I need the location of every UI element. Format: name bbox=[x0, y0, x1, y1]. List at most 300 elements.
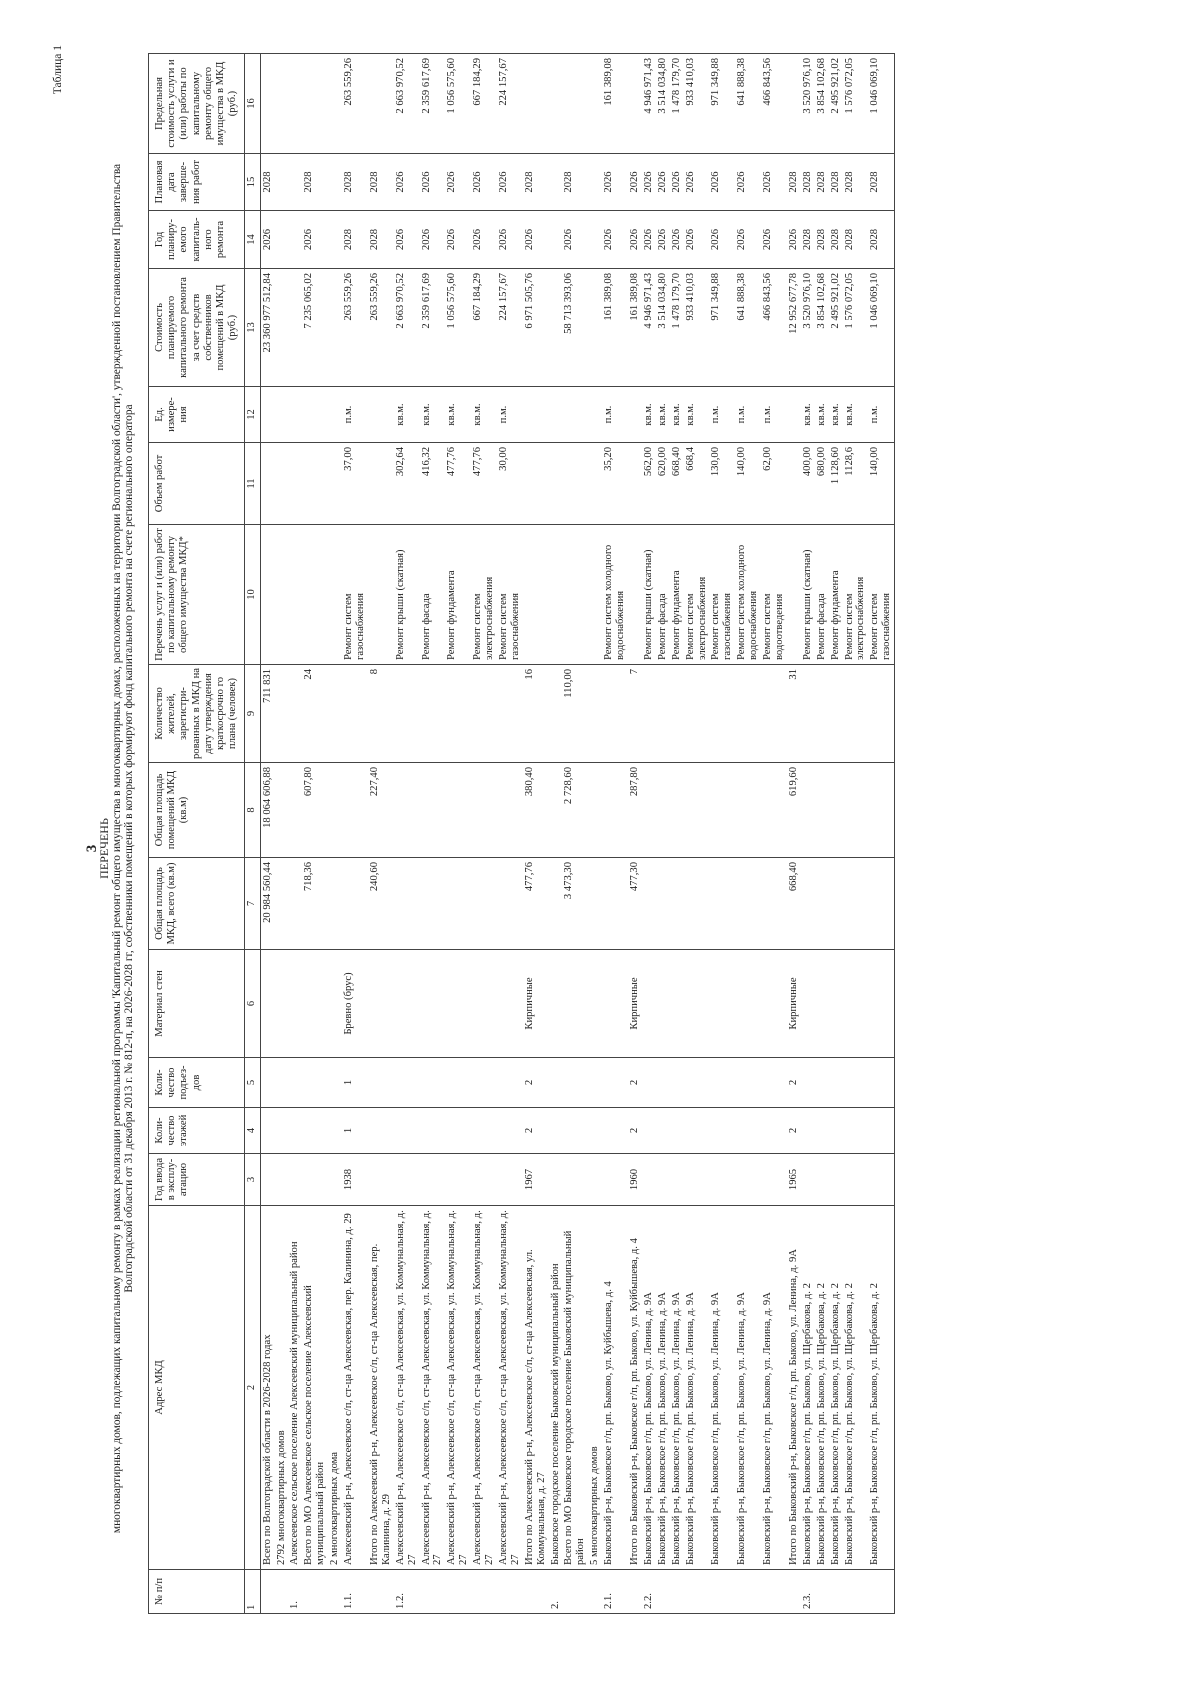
header-cell: Год ввода в эксплу- атацию bbox=[149, 1154, 245, 1206]
unit-cell bbox=[368, 387, 394, 443]
floors-cell bbox=[588, 1108, 602, 1154]
end-date-cell: 2028 bbox=[787, 154, 801, 211]
table-row bbox=[628, 54, 642, 1614]
entrances-cell bbox=[471, 1058, 497, 1108]
repair-year-cell: 2026 bbox=[302, 211, 328, 269]
row-number bbox=[787, 1570, 801, 1614]
entrances-cell bbox=[801, 1058, 815, 1108]
year-built-cell bbox=[709, 1154, 735, 1206]
total-area-cell bbox=[801, 858, 815, 950]
entrances-cell bbox=[588, 1058, 602, 1108]
limit-cost-cell: 466 843,56 bbox=[761, 54, 787, 154]
entrances-cell bbox=[302, 1058, 328, 1108]
address-cell: Итого по Быковский р-н, Быковское г/п, рп. Быково, ул. Ленина, д. 9А bbox=[787, 1206, 801, 1570]
work-type-cell: Ремонт фундамента bbox=[670, 525, 684, 665]
floors-cell bbox=[801, 1108, 815, 1154]
unit-cell bbox=[328, 387, 342, 443]
column-number: 15 bbox=[245, 154, 260, 211]
unit-cell bbox=[588, 387, 602, 443]
cost-cell: 224 157,67 bbox=[497, 269, 523, 387]
total-area-cell bbox=[602, 858, 628, 950]
table-row bbox=[562, 54, 588, 1614]
entrances-cell bbox=[656, 1058, 670, 1108]
year-built-cell bbox=[761, 1154, 787, 1206]
living-area-cell bbox=[497, 763, 523, 858]
entrances-cell bbox=[815, 1058, 829, 1108]
residents-cell bbox=[843, 665, 869, 763]
cost-cell: 161 389,08 bbox=[628, 269, 642, 387]
repair-year-cell: 2026 bbox=[684, 211, 710, 269]
row-number: 2.1. bbox=[602, 1570, 628, 1614]
table-row bbox=[642, 54, 656, 1614]
wall-material-cell bbox=[684, 950, 710, 1058]
work-type-cell: Ремонт крыши (скатная) bbox=[801, 525, 815, 665]
entrances-cell bbox=[497, 1058, 523, 1108]
wall-material-cell bbox=[260, 950, 274, 1058]
work-type-cell bbox=[562, 525, 588, 665]
total-area-cell bbox=[549, 858, 563, 950]
floors-cell bbox=[761, 1108, 787, 1154]
column-number: 3 bbox=[245, 1154, 260, 1206]
column-number: 1 bbox=[245, 1570, 260, 1614]
unit-cell: п.м. bbox=[602, 387, 628, 443]
address-cell: 2 многоквартирных дома bbox=[328, 1206, 342, 1570]
address-cell: Алексеевский р-н, Алексеевское с/п, ст-ца Алексеевская, пер. Калинина, д. 29 bbox=[342, 1206, 368, 1570]
repair-year-cell: 2026 bbox=[670, 211, 684, 269]
repair-year-cell: 2026 bbox=[562, 211, 588, 269]
floors-cell: 2 bbox=[787, 1108, 801, 1154]
end-date-cell: 2026 bbox=[709, 154, 735, 211]
end-date-cell: 2028 bbox=[260, 154, 274, 211]
column-number: 10 bbox=[245, 525, 260, 665]
work-volume-cell bbox=[328, 443, 342, 525]
work-type-cell bbox=[302, 525, 328, 665]
year-built-cell bbox=[602, 1154, 628, 1206]
column-number: 12 bbox=[245, 387, 260, 443]
living-area-cell: 2 728,60 bbox=[562, 763, 588, 858]
floors-cell bbox=[260, 1108, 274, 1154]
end-date-cell bbox=[549, 154, 563, 211]
row-number bbox=[761, 1570, 787, 1614]
work-volume-cell: 140,00 bbox=[735, 443, 761, 525]
column-number: 4 bbox=[245, 1108, 260, 1154]
work-type-cell: Ремонт систем электроснабжения bbox=[471, 525, 497, 665]
unit-cell bbox=[549, 387, 563, 443]
unit-cell bbox=[523, 387, 549, 443]
unit-cell: п.м. bbox=[497, 387, 523, 443]
work-type-cell: Ремонт систем газоснабжения bbox=[868, 525, 894, 665]
row-number bbox=[815, 1570, 829, 1614]
wall-material-cell bbox=[709, 950, 735, 1058]
wall-material-cell bbox=[829, 950, 843, 1058]
wall-material-cell bbox=[497, 950, 523, 1058]
header-row bbox=[149, 54, 245, 1614]
cost-cell: 1 576 072,05 bbox=[843, 269, 869, 387]
residents-cell bbox=[602, 665, 628, 763]
work-type-cell: Ремонт систем холодного водоснабжения bbox=[735, 525, 761, 665]
table-row bbox=[843, 54, 869, 1614]
residents-cell: 16 bbox=[523, 665, 549, 763]
table-row bbox=[260, 54, 274, 1614]
entrances-cell bbox=[420, 1058, 446, 1108]
total-area-cell bbox=[471, 858, 497, 950]
total-area-cell bbox=[684, 858, 710, 950]
living-area-cell bbox=[843, 763, 869, 858]
address-cell: Алексеевский р-н, Алексеевское с/п, ст-ца Алексеевская, ул. Коммунальная, д. 27 bbox=[471, 1206, 497, 1570]
column-number: 7 bbox=[245, 858, 260, 950]
limit-cost-cell bbox=[562, 54, 588, 154]
floors-cell bbox=[829, 1108, 843, 1154]
total-area-cell: 668,40 bbox=[787, 858, 801, 950]
table-row bbox=[815, 54, 829, 1614]
residents-cell: 31 bbox=[787, 665, 801, 763]
work-volume-cell: 668,40 bbox=[670, 443, 684, 525]
wall-material-cell bbox=[420, 950, 446, 1058]
floors-cell bbox=[843, 1108, 869, 1154]
work-volume-cell bbox=[260, 443, 274, 525]
end-date-cell bbox=[275, 154, 289, 211]
repair-year-cell: 2028 bbox=[829, 211, 843, 269]
work-volume-cell bbox=[275, 443, 289, 525]
total-area-cell: 477,76 bbox=[523, 858, 549, 950]
address-cell: Всего по Волгоградской области в 2026-2028 годах bbox=[260, 1206, 274, 1570]
work-volume-cell: 35,20 bbox=[602, 443, 628, 525]
work-volume-cell: 302,64 bbox=[394, 443, 420, 525]
end-date-cell: 2026 bbox=[497, 154, 523, 211]
residents-cell bbox=[735, 665, 761, 763]
limit-cost-cell bbox=[260, 54, 274, 154]
row-number bbox=[670, 1570, 684, 1614]
residents-cell: 7 bbox=[628, 665, 642, 763]
year-built-cell bbox=[549, 1154, 563, 1206]
column-number-row bbox=[245, 54, 260, 1614]
entrances-cell: 1 bbox=[342, 1058, 368, 1108]
repair-year-cell: 2026 bbox=[761, 211, 787, 269]
wall-material-cell bbox=[302, 950, 328, 1058]
work-volume-cell bbox=[368, 443, 394, 525]
column-number: 11 bbox=[245, 443, 260, 525]
table-row bbox=[761, 54, 787, 1614]
row-number bbox=[445, 1570, 471, 1614]
total-area-cell bbox=[275, 858, 289, 950]
living-area-cell bbox=[709, 763, 735, 858]
repair-year-cell: 2026 bbox=[471, 211, 497, 269]
floors-cell bbox=[394, 1108, 420, 1154]
year-built-cell bbox=[829, 1154, 843, 1206]
entrances-cell bbox=[288, 1058, 302, 1108]
repair-year-cell: 2028 bbox=[368, 211, 394, 269]
work-volume-cell bbox=[549, 443, 563, 525]
living-area-cell bbox=[670, 763, 684, 858]
year-built-cell bbox=[588, 1154, 602, 1206]
cost-cell: 1 056 575,60 bbox=[445, 269, 471, 387]
header-cell: Стоимость планируемого капитального ремонта за счет средств собственников помещений в МКД (руб.) bbox=[149, 269, 245, 387]
total-area-cell bbox=[829, 858, 843, 950]
work-type-cell: Ремонт фундамента bbox=[829, 525, 843, 665]
wall-material-cell bbox=[394, 950, 420, 1058]
repair-year-cell: 2026 bbox=[735, 211, 761, 269]
unit-cell: кв.м. bbox=[801, 387, 815, 443]
repair-year-cell: 2028 bbox=[815, 211, 829, 269]
row-number bbox=[471, 1570, 497, 1614]
cost-cell: 2 495 921,02 bbox=[829, 269, 843, 387]
entrances-cell bbox=[642, 1058, 656, 1108]
row-number bbox=[656, 1570, 670, 1614]
work-type-cell: Ремонт фундамента bbox=[445, 525, 471, 665]
work-volume-cell: 140,00 bbox=[868, 443, 894, 525]
wall-material-cell bbox=[868, 950, 894, 1058]
work-type-cell: Ремонт фасада bbox=[420, 525, 446, 665]
end-date-cell: 2028 bbox=[523, 154, 549, 211]
residents-cell bbox=[445, 665, 471, 763]
total-area-cell: 240,60 bbox=[368, 858, 394, 950]
entrances-cell bbox=[445, 1058, 471, 1108]
living-area-cell bbox=[656, 763, 670, 858]
floors-cell: 2 bbox=[523, 1108, 549, 1154]
unit-cell: кв.м. bbox=[815, 387, 829, 443]
wall-material-cell: Кирпичные bbox=[787, 950, 801, 1058]
repair-year-cell: 2026 bbox=[420, 211, 446, 269]
living-area-cell bbox=[288, 763, 302, 858]
cost-cell: 2 359 617,69 bbox=[420, 269, 446, 387]
wall-material-cell bbox=[275, 950, 289, 1058]
header-cell: № п/п bbox=[149, 1570, 245, 1614]
limit-cost-cell bbox=[302, 54, 328, 154]
total-area-cell bbox=[420, 858, 446, 950]
unit-cell: п.м. bbox=[761, 387, 787, 443]
repair-year-cell: 2026 bbox=[445, 211, 471, 269]
work-type-cell: Ремонт систем электроснабжения bbox=[843, 525, 869, 665]
year-built-cell bbox=[670, 1154, 684, 1206]
header-cell: Материал стен bbox=[149, 950, 245, 1058]
total-area-cell bbox=[394, 858, 420, 950]
year-built-cell bbox=[394, 1154, 420, 1206]
work-type-cell bbox=[588, 525, 602, 665]
work-volume-cell: 562,00 bbox=[642, 443, 656, 525]
wall-material-cell bbox=[602, 950, 628, 1058]
work-volume-cell: 37,00 bbox=[342, 443, 368, 525]
address-cell: Быковский р-н, Быковское г/п, рп. Быково, ул. Щербакова, д. 2 bbox=[829, 1206, 843, 1570]
header-cell: Общая площадь помещений МКД (кв.м) bbox=[149, 763, 245, 858]
document-title bbox=[98, 115, 136, 1582]
year-built-cell bbox=[471, 1154, 497, 1206]
title-line-1: многоквартирных домов, подлежащих капитальному ремонту в рамках реализации региональной программы 'Капитальный ремонт общего имущества в многоквартирных домах, расположенных на территории Волгоградской области', утвержденной постановлением Правительства bbox=[110, 163, 123, 1534]
work-type-cell bbox=[260, 525, 274, 665]
end-date-cell: 2026 bbox=[471, 154, 497, 211]
cost-cell: 971 349,88 bbox=[709, 269, 735, 387]
address-cell: Быковский р-н, Быковское г/п, рп. Быково, ул. Щербакова, д. 2 bbox=[815, 1206, 829, 1570]
repair-year-cell: 2026 bbox=[602, 211, 628, 269]
year-built-cell bbox=[275, 1154, 289, 1206]
end-date-cell: 2028 bbox=[562, 154, 588, 211]
row-number bbox=[735, 1570, 761, 1614]
limit-cost-cell: 2 495 921,02 bbox=[829, 54, 843, 154]
floors-cell: 2 bbox=[628, 1108, 642, 1154]
wall-material-cell: Кирпичные bbox=[523, 950, 549, 1058]
end-date-cell: 2026 bbox=[684, 154, 710, 211]
repair-year-cell bbox=[549, 211, 563, 269]
work-volume-cell bbox=[523, 443, 549, 525]
living-area-cell: 380,40 bbox=[523, 763, 549, 858]
table-row bbox=[829, 54, 843, 1614]
limit-cost-cell: 1 056 575,60 bbox=[445, 54, 471, 154]
total-area-cell bbox=[735, 858, 761, 950]
wall-material-cell bbox=[735, 950, 761, 1058]
floors-cell bbox=[656, 1108, 670, 1154]
cost-cell: 6 971 505,76 bbox=[523, 269, 549, 387]
residents-cell: 24 bbox=[302, 665, 328, 763]
wall-material-cell bbox=[815, 950, 829, 1058]
residents-cell bbox=[670, 665, 684, 763]
limit-cost-cell: 4 946 971,43 bbox=[642, 54, 656, 154]
residents-cell bbox=[801, 665, 815, 763]
floors-cell bbox=[602, 1108, 628, 1154]
cost-cell bbox=[549, 269, 563, 387]
wall-material-cell bbox=[549, 950, 563, 1058]
year-built-cell bbox=[642, 1154, 656, 1206]
limit-cost-cell bbox=[787, 54, 801, 154]
entrances-cell bbox=[709, 1058, 735, 1108]
row-number bbox=[523, 1570, 549, 1614]
address-cell: Быковский р-н, Быковское г/п, рп. Быково, ул. Ленина, д. 9А bbox=[684, 1206, 710, 1570]
address-cell: Итого по Алексеевский р-н, Алексеевское с/п, ст-ца Алексеевская, ул. Коммунальная, д. 27 bbox=[523, 1206, 549, 1570]
living-area-cell bbox=[588, 763, 602, 858]
table-row bbox=[302, 54, 328, 1614]
floors-cell bbox=[549, 1108, 563, 1154]
cost-cell bbox=[275, 269, 289, 387]
row-number bbox=[562, 1570, 588, 1614]
year-built-cell bbox=[868, 1154, 894, 1206]
residents-cell bbox=[288, 665, 302, 763]
residents-cell bbox=[815, 665, 829, 763]
work-type-cell: Ремонт систем холодного водоснабжения bbox=[602, 525, 628, 665]
floors-cell bbox=[497, 1108, 523, 1154]
address-cell: Быковский р-н, Быковское г/п, рп. Быково, ул. Ленина, д. 9А bbox=[709, 1206, 735, 1570]
unit-cell: п.м. bbox=[342, 387, 368, 443]
table-row bbox=[684, 54, 710, 1614]
work-type-cell bbox=[368, 525, 394, 665]
row-number bbox=[328, 1570, 342, 1614]
limit-cost-cell: 161 389,08 bbox=[602, 54, 628, 154]
repair-year-cell: 2026 bbox=[787, 211, 801, 269]
residents-cell bbox=[497, 665, 523, 763]
year-built-cell bbox=[368, 1154, 394, 1206]
repair-year-cell bbox=[275, 211, 289, 269]
address-cell: Алексеевский р-н, Алексеевское с/п, ст-ца Алексеевская, ул. Коммунальная, д. 27 bbox=[420, 1206, 446, 1570]
year-built-cell bbox=[302, 1154, 328, 1206]
floors-cell bbox=[562, 1108, 588, 1154]
row-number: 1. bbox=[288, 1570, 302, 1614]
repair-year-cell: 2026 bbox=[394, 211, 420, 269]
year-built-cell: 1938 bbox=[342, 1154, 368, 1206]
entrances-cell bbox=[670, 1058, 684, 1108]
table-row bbox=[420, 54, 446, 1614]
table-row bbox=[471, 54, 497, 1614]
work-volume-cell: 30,00 bbox=[497, 443, 523, 525]
work-type-cell: Ремонт систем газоснабжения bbox=[497, 525, 523, 665]
address-cell: Всего по МО Алексеевское сельское поселение Алексеевский муниципальный район bbox=[302, 1206, 328, 1570]
floors-cell bbox=[471, 1108, 497, 1154]
cost-cell: 161 389,08 bbox=[602, 269, 628, 387]
living-area-cell bbox=[328, 763, 342, 858]
living-area-cell: 18 064 606,88 bbox=[260, 763, 274, 858]
year-built-cell bbox=[656, 1154, 670, 1206]
address-cell: Алексеевский р-н, Алексеевское с/п, ст-ца Алексеевская, ул. Коммунальная, д. 27 bbox=[497, 1206, 523, 1570]
wall-material-cell bbox=[368, 950, 394, 1058]
header-cell: Плановая дата заверше- ния работ bbox=[149, 154, 245, 211]
living-area-cell bbox=[815, 763, 829, 858]
end-date-cell: 2026 bbox=[735, 154, 761, 211]
cost-cell: 7 235 065,02 bbox=[302, 269, 328, 387]
cost-cell: 58 713 393,06 bbox=[562, 269, 588, 387]
table-row bbox=[445, 54, 471, 1614]
address-cell: Быковский р-н, Быковское г/п, рп. Быково, ул. Щербакова, д. 2 bbox=[843, 1206, 869, 1570]
unit-cell: кв.м. bbox=[684, 387, 710, 443]
limit-cost-cell: 1 478 179,70 bbox=[670, 54, 684, 154]
living-area-cell bbox=[342, 763, 368, 858]
work-volume-cell: 62,00 bbox=[761, 443, 787, 525]
table-row bbox=[497, 54, 523, 1614]
entrances-cell: 2 bbox=[787, 1058, 801, 1108]
repair-year-cell: 2026 bbox=[523, 211, 549, 269]
entrances-cell bbox=[829, 1058, 843, 1108]
end-date-cell: 2026 bbox=[602, 154, 628, 211]
living-area-cell bbox=[868, 763, 894, 858]
year-built-cell bbox=[288, 1154, 302, 1206]
table-row bbox=[523, 54, 549, 1614]
end-date-cell: 2026 bbox=[394, 154, 420, 211]
row-number bbox=[260, 1570, 274, 1614]
work-type-cell: Ремонт систем электроснабжения bbox=[684, 525, 710, 665]
header-cell: Объем работ bbox=[149, 443, 245, 525]
residents-cell: 711 831 bbox=[260, 665, 274, 763]
work-volume-cell: 477,76 bbox=[445, 443, 471, 525]
repair-year-cell: 2028 bbox=[342, 211, 368, 269]
row-number: 2. bbox=[549, 1570, 563, 1614]
total-area-cell: 718,36 bbox=[302, 858, 328, 950]
table-row bbox=[868, 54, 894, 1614]
repair-year-cell: 2026 bbox=[656, 211, 670, 269]
column-number: 8 bbox=[245, 763, 260, 858]
year-built-cell bbox=[801, 1154, 815, 1206]
row-number bbox=[368, 1570, 394, 1614]
entrances-cell bbox=[843, 1058, 869, 1108]
address-cell: Всего по МО Быковское городское поселение Быковский муниципальный район bbox=[562, 1206, 588, 1570]
entrances-cell bbox=[368, 1058, 394, 1108]
cost-cell: 641 888,38 bbox=[735, 269, 761, 387]
unit-cell: кв.м. bbox=[843, 387, 869, 443]
entrances-cell bbox=[761, 1058, 787, 1108]
living-area-cell bbox=[394, 763, 420, 858]
limit-cost-cell bbox=[628, 54, 642, 154]
title-line-2: Волгоградской области от 31 декабря 2013 г. № 812-п, на 2026-2028 гг, собственники помещений в которых формируют фонд капитального ремонта на счете регионального оператора bbox=[123, 404, 136, 1293]
cost-cell: 466 843,56 bbox=[761, 269, 787, 387]
unit-cell: кв.м. bbox=[642, 387, 656, 443]
entrances-cell bbox=[260, 1058, 274, 1108]
table-row bbox=[549, 54, 563, 1614]
row-number bbox=[628, 1570, 642, 1614]
table-row bbox=[368, 54, 394, 1614]
living-area-cell: 227,40 bbox=[368, 763, 394, 858]
wall-material-cell bbox=[445, 950, 471, 1058]
work-volume-cell: 130,00 bbox=[709, 443, 735, 525]
total-area-cell bbox=[815, 858, 829, 950]
living-area-cell bbox=[602, 763, 628, 858]
floors-cell bbox=[868, 1108, 894, 1154]
table-row bbox=[670, 54, 684, 1614]
living-area-cell bbox=[801, 763, 815, 858]
work-volume-cell: 1128,6 bbox=[843, 443, 869, 525]
